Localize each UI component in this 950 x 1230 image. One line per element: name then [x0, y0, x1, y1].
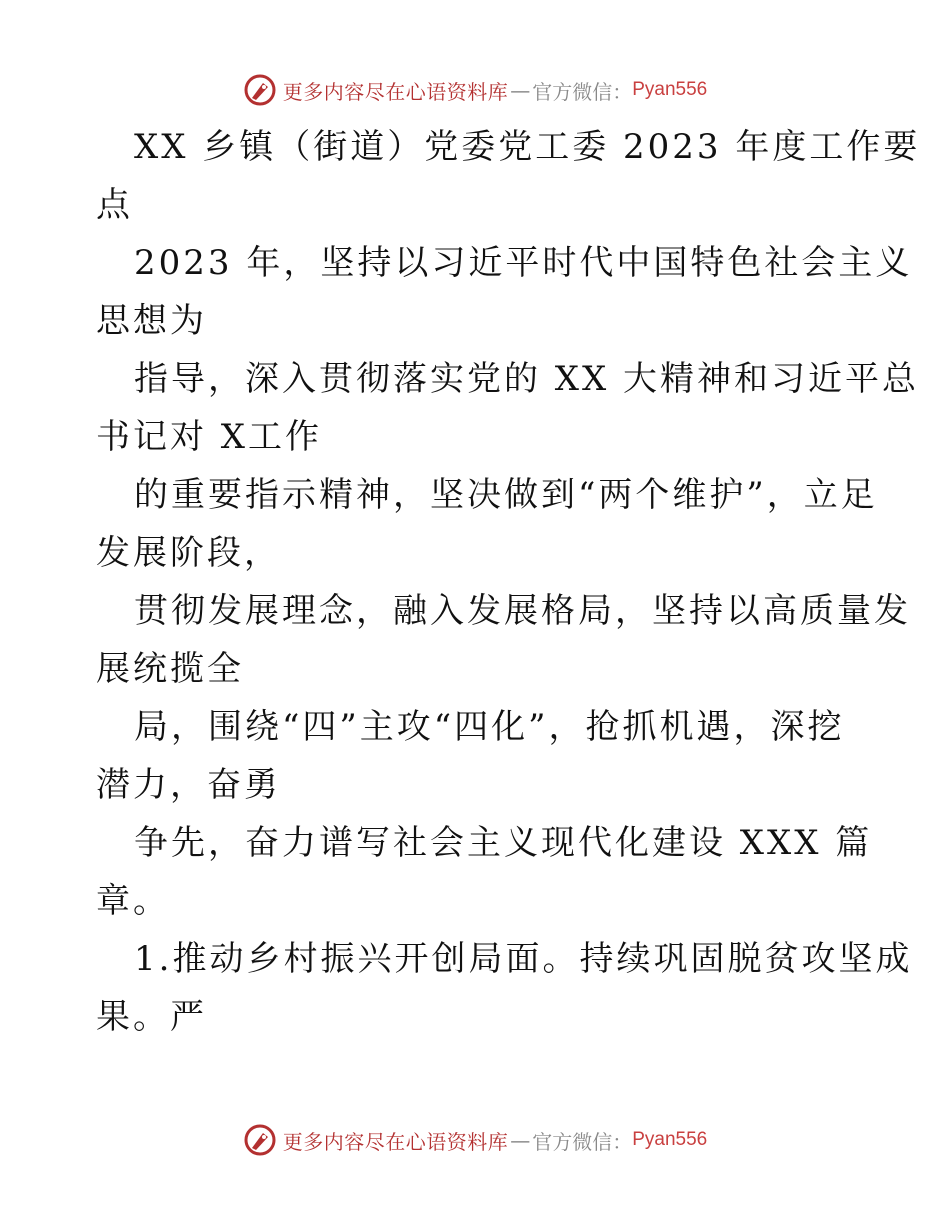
paragraph-line: 1.推动乡村振兴开创局面。持续巩固脱贫攻坚成	[134, 939, 913, 979]
paragraph-line: 2023 年，坚持以习近平时代中国特色社会主义	[134, 243, 913, 283]
watermark-wechat-id: Pyan556	[632, 79, 708, 100]
header-watermark	[0, 70, 950, 110]
paragraph-line: 书记对 X工作	[96, 417, 323, 457]
paragraph-line: 贯彻发展理念，融入发展格局，坚持以高质量发	[134, 591, 911, 631]
footer-watermark	[0, 1120, 950, 1160]
paragraph-line: 指导，深入贯彻落实党的 XX 大精神和习近平总	[134, 359, 920, 399]
watermark-text: 更多内容尽在心语资料库	[282, 79, 509, 104]
watermark-text: 更多内容尽在心语资料库	[282, 1129, 509, 1154]
pen-nib-logo-icon	[243, 1123, 277, 1157]
paragraph-line: 的重要指示精神，坚决做到“两个维护”，立足	[134, 475, 878, 515]
document-body	[96, 118, 921, 1046]
paragraph-line: 果。严	[96, 997, 207, 1037]
paragraph-line: 争先，奋力谱写社会主义现代化建设 XXX 篇	[134, 823, 873, 863]
watermark-separator: —	[510, 1128, 531, 1152]
pen-nib-logo-icon	[243, 73, 277, 107]
document-title-line-1: XX 乡镇（街道）党委党工委 2023 年度工作要	[134, 127, 921, 167]
watermark-separator: —	[510, 78, 531, 102]
watermark-wechat-label: 官方微信：	[532, 79, 633, 104]
paragraph-line: 发展阶段，	[96, 533, 281, 573]
watermark-wechat-id: Pyan556	[632, 1129, 708, 1150]
document-title-line-2: 点	[96, 185, 133, 225]
watermark-wechat-label: 官方微信：	[532, 1129, 633, 1154]
paragraph-line: 局，围绕“四”主攻“四化”，抢抓机遇，深挖	[134, 707, 845, 747]
paragraph-line: 思想为	[96, 301, 207, 341]
paragraph-line: 章。	[96, 881, 170, 921]
paragraph-line: 潜力，奋勇	[96, 765, 281, 805]
paragraph-line: 展统揽全	[96, 649, 244, 689]
